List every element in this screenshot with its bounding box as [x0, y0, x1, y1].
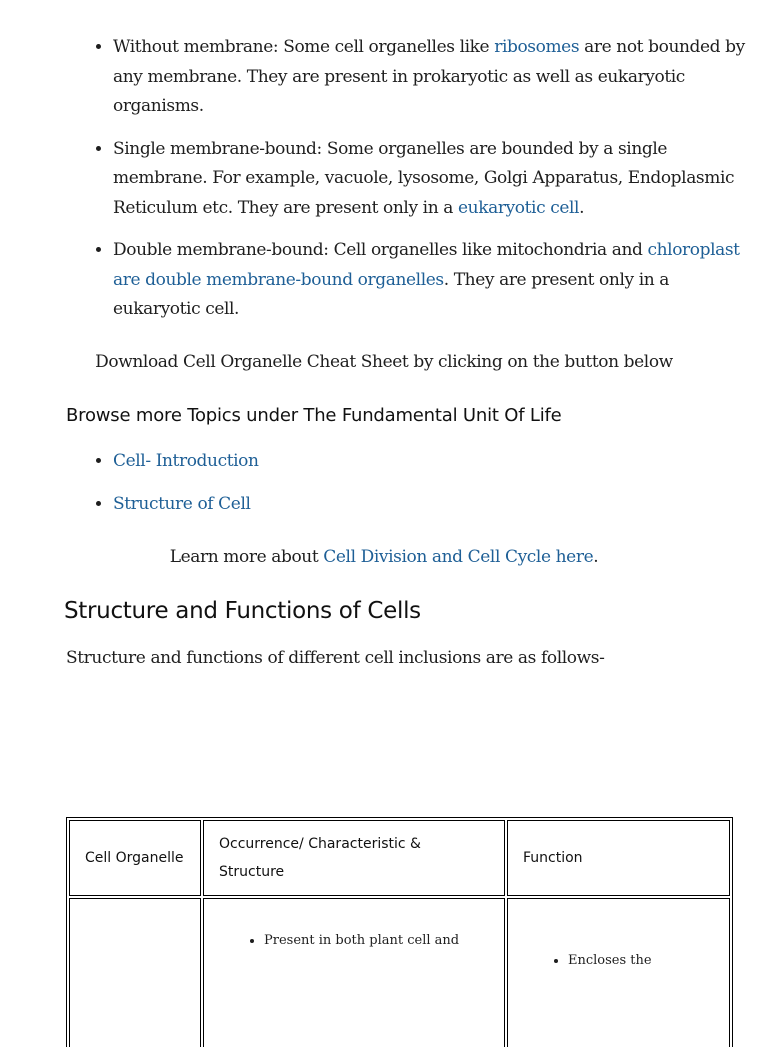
occurrence-list: [216, 931, 492, 951]
cell-division-link[interactable]: Cell Division and Cell Cycle here: [323, 547, 594, 567]
table-row: [69, 898, 730, 1047]
table-header-row: [69, 820, 730, 896]
list-item-text: Double membrane-bound: Cell organelles like mitochondria and: [113, 240, 648, 260]
list-item-text: . They are present only in a eukaryotic cell.: [113, 269, 670, 319]
list-item-text: .: [579, 197, 585, 218]
list-item: [113, 447, 259, 476]
organelle-types-list: [66, 33, 753, 338]
section-title: Structure and Functions of Cells: [64, 598, 421, 624]
header-cell-function: Function: [507, 820, 730, 896]
topics-list: [66, 447, 259, 533]
occurrence-cell: [203, 898, 505, 1047]
occurrence-item: • Present in both plant cell and: [264, 931, 492, 951]
list-item-text: Single membrane-bound: Some organelles are bounded by a single membrane. For example, vacuole, lysosome, Golgi Apparatus, Endoplasmic Reticulum etc. They are present only in a: [113, 138, 735, 218]
organelle-cell: [69, 898, 201, 1047]
learn-more-text: Learn more about: [169, 547, 324, 567]
download-cheat-sheet-text: Download Cell Organelle Cheat Sheet by clicking on the button below: [95, 352, 673, 372]
list-item: [113, 236, 753, 325]
list-item: [113, 33, 753, 122]
chloroplast-link[interactable]: chloroplast are double membrane-bound organelles: [113, 240, 740, 290]
ribosomes-link[interactable]: ribosomes: [494, 37, 580, 57]
organelle-table: [66, 817, 733, 1047]
organelle-table-container: [66, 817, 733, 1047]
learn-more-line: [0, 547, 768, 567]
list-item-text: Without membrane: Some cell organelles like: [113, 37, 495, 57]
function-cell: [507, 898, 730, 1047]
list-item: [113, 490, 259, 519]
learn-more-period: .: [593, 547, 599, 567]
cell-introduction-link[interactable]: Cell- Introduction: [113, 451, 259, 471]
browse-topics-heading: Browse more Topics under The Fundamental Unit Of Life: [66, 405, 562, 426]
function-list: [520, 951, 717, 971]
header-cell-organelle: Cell Organelle: [69, 820, 201, 896]
function-item: • Encloses the: [568, 951, 717, 971]
structure-of-cell-link[interactable]: Structure of Cell: [113, 494, 251, 514]
list-item-text: are not bounded by any membrane. They are present in prokaryotic as well as eukaryotic organisms.: [113, 37, 745, 116]
section-intro: Structure and functions of different cell inclusions are as follows-: [66, 648, 605, 668]
list-item: [113, 135, 753, 224]
header-cell-occurrence: Occurrence/ Characteristic & Structure: [203, 820, 505, 896]
eukaryotic-cell-link[interactable]: eukaryotic cell: [458, 197, 580, 218]
